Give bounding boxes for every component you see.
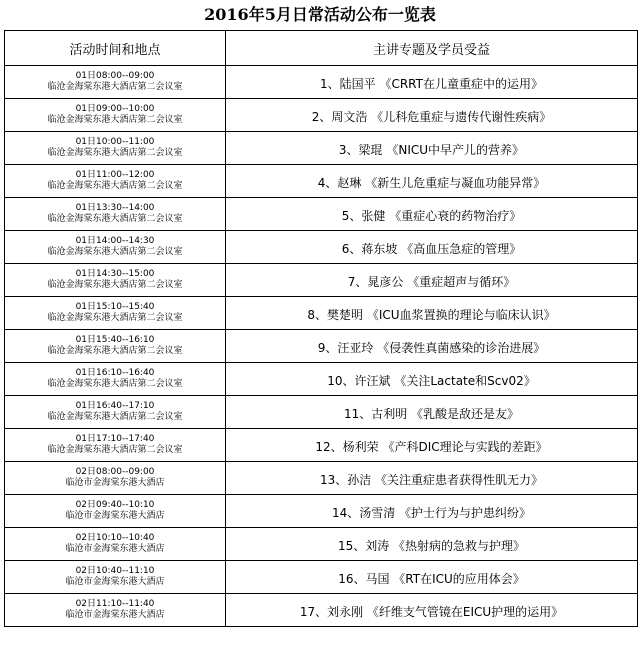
- speaker-topic: 10、许汪斌 《关注Lactate和Scv02》: [327, 373, 536, 388]
- topic-cell: [226, 264, 638, 297]
- table-row: [5, 462, 638, 495]
- session-venue: 临沧金海棠东港大酒店第二会议室: [47, 280, 183, 290]
- time-place-cell: [5, 198, 226, 231]
- table-row: [5, 132, 638, 165]
- session-venue: 临沧金海棠东港大酒店第二会议室: [47, 313, 183, 323]
- session-time: 01日10:00--11:00: [75, 137, 155, 147]
- session-time: 02日09:40--10:10: [75, 500, 155, 510]
- session-time: 02日10:10--10:40: [75, 533, 155, 543]
- topic-cell: [226, 198, 638, 231]
- topic-cell: [226, 495, 638, 528]
- topic-cell: [226, 330, 638, 363]
- time-place-cell: [5, 396, 226, 429]
- session-time: 01日09:00--10:00: [75, 104, 155, 114]
- speaker-topic: 1、陆国平 《CRRT在儿童重症中的运用》: [320, 76, 543, 91]
- table-row: [5, 429, 638, 462]
- topic-cell: [226, 594, 638, 627]
- time-place-cell: [5, 363, 226, 396]
- session-time: 01日16:10--16:40: [75, 368, 155, 378]
- time-place-cell: [5, 495, 226, 528]
- session-venue: 临沧金海棠东港大酒店第二会议室: [47, 412, 183, 422]
- session-venue: 临沧金海棠东港大酒店第二会议室: [47, 346, 183, 356]
- session-venue: 临沧金海棠东港大酒店第二会议室: [47, 247, 183, 257]
- speaker-topic: 9、汪亚玲 《侵袭性真菌感染的诊治进展》: [317, 340, 546, 355]
- table-row: [5, 198, 638, 231]
- topic-cell: [226, 231, 638, 264]
- table-row: [5, 330, 638, 363]
- topic-cell: [226, 297, 638, 330]
- table-row: [5, 528, 638, 561]
- time-place-cell: [5, 429, 226, 462]
- topic-cell: [226, 429, 638, 462]
- session-time: 02日11:10--11:40: [75, 599, 155, 609]
- topic-cell: [226, 132, 638, 165]
- speaker-topic: 14、汤雪清 《护士行为与护患纠纷》: [331, 505, 532, 520]
- table-header-row: [5, 31, 638, 66]
- time-place-cell: [5, 99, 226, 132]
- speaker-topic: 8、樊楚明 《ICU血浆置换的理论与临床认识》: [307, 307, 556, 322]
- page-title: 2016年5月日常活动公布一览表: [204, 5, 436, 24]
- session-time: 01日08:00--09:00: [75, 71, 155, 81]
- topic-cell: [226, 396, 638, 429]
- speaker-topic: 2、周文浩 《儿科危重症与遗传代谢性疾病》: [311, 109, 552, 124]
- time-place-cell: [5, 561, 226, 594]
- schedule-table: [4, 30, 638, 627]
- time-place-cell: [5, 297, 226, 330]
- time-place-cell: [5, 528, 226, 561]
- session-venue: 临沧金海棠东港大酒店第二会议室: [47, 445, 183, 455]
- topic-cell: [226, 66, 638, 99]
- time-place-cell: [5, 330, 226, 363]
- session-time: 02日08:00--09:00: [75, 467, 155, 477]
- time-place-cell: [5, 264, 226, 297]
- topic-cell: [226, 528, 638, 561]
- time-place-cell: [5, 594, 226, 627]
- session-venue: 临沧市金海棠东港大酒店: [65, 511, 165, 521]
- session-venue: 临沧金海棠东港大酒店第二会议室: [47, 115, 183, 125]
- session-venue: 临沧金海棠东港大酒店第二会议室: [47, 181, 183, 191]
- table-row: [5, 66, 638, 99]
- session-time: 01日14:30--15:00: [75, 269, 155, 279]
- session-venue: 临沧市金海棠东港大酒店: [65, 478, 165, 488]
- column-header-topic: 主讲专题及学员受益: [226, 31, 638, 66]
- table-row: [5, 495, 638, 528]
- session-time: 01日16:40--17:10: [75, 401, 155, 411]
- time-place-cell: [5, 462, 226, 495]
- topic-cell: [226, 363, 638, 396]
- table-row: [5, 231, 638, 264]
- table-row: [5, 363, 638, 396]
- topic-cell: [226, 561, 638, 594]
- time-place-cell: [5, 66, 226, 99]
- speaker-topic: 13、孙洁 《关注重症患者获得性肌无力》: [319, 472, 544, 487]
- table-row: [5, 264, 638, 297]
- session-venue: 临沧市金海棠东港大酒店: [65, 544, 165, 554]
- table-row: [5, 396, 638, 429]
- speaker-topic: 16、马国 《RT在ICU的应用体会》: [338, 571, 525, 586]
- table-row: [5, 297, 638, 330]
- table-row: [5, 594, 638, 627]
- session-venue: 临沧市金海棠东港大酒店: [65, 577, 165, 587]
- topic-cell: [226, 462, 638, 495]
- session-venue: 临沧金海棠东港大酒店第二会议室: [47, 148, 183, 158]
- table-row: [5, 99, 638, 132]
- speaker-topic: 5、张健 《重症心衰的药物治疗》: [341, 208, 522, 223]
- session-time: 01日15:10--15:40: [75, 302, 155, 312]
- speaker-topic: 3、梁琨 《NICU中早产儿的营养》: [338, 142, 525, 157]
- session-time: 01日15:40--16:10: [75, 335, 155, 345]
- column-header-time-place: 活动时间和地点: [5, 31, 226, 66]
- topic-cell: [226, 99, 638, 132]
- session-time: 01日11:00--12:00: [75, 170, 155, 180]
- speaker-topic: 4、赵琳 《新生儿危重症与凝血功能异常》: [317, 175, 546, 190]
- topic-cell: [226, 165, 638, 198]
- speaker-topic: 6、蒋东坡 《高血压急症的管理》: [341, 241, 522, 256]
- table-row: [5, 165, 638, 198]
- speaker-topic: 17、刘永刚 《纤维支气管镜在EICU护理的运用》: [299, 604, 564, 619]
- session-venue: 临沧金海棠东港大酒店第二会议室: [47, 379, 183, 389]
- speaker-topic: 15、刘涛 《热射病的急救与护理》: [337, 538, 526, 553]
- session-time: 01日14:00--14:30: [75, 236, 155, 246]
- speaker-topic: 12、杨利荣 《产科DIC理论与实践的差距》: [315, 439, 548, 454]
- session-time: 01日17:10--17:40: [75, 434, 155, 444]
- session-venue: 临沧市金海棠东港大酒店: [65, 610, 165, 620]
- table-row: [5, 561, 638, 594]
- session-venue: 临沧金海棠东港大酒店第二会议室: [47, 82, 183, 92]
- time-place-cell: [5, 231, 226, 264]
- session-time: 01日13:30--14:00: [75, 203, 155, 213]
- session-venue: 临沧金海棠东港大酒店第二会议室: [47, 214, 183, 224]
- session-time: 02日10:40--11:10: [75, 566, 155, 576]
- time-place-cell: [5, 132, 226, 165]
- time-place-cell: [5, 165, 226, 198]
- speaker-topic: 11、古利明 《乳酸是敌还是友》: [343, 406, 520, 421]
- speaker-topic: 7、晁彦公 《重症超声与循环》: [347, 274, 516, 289]
